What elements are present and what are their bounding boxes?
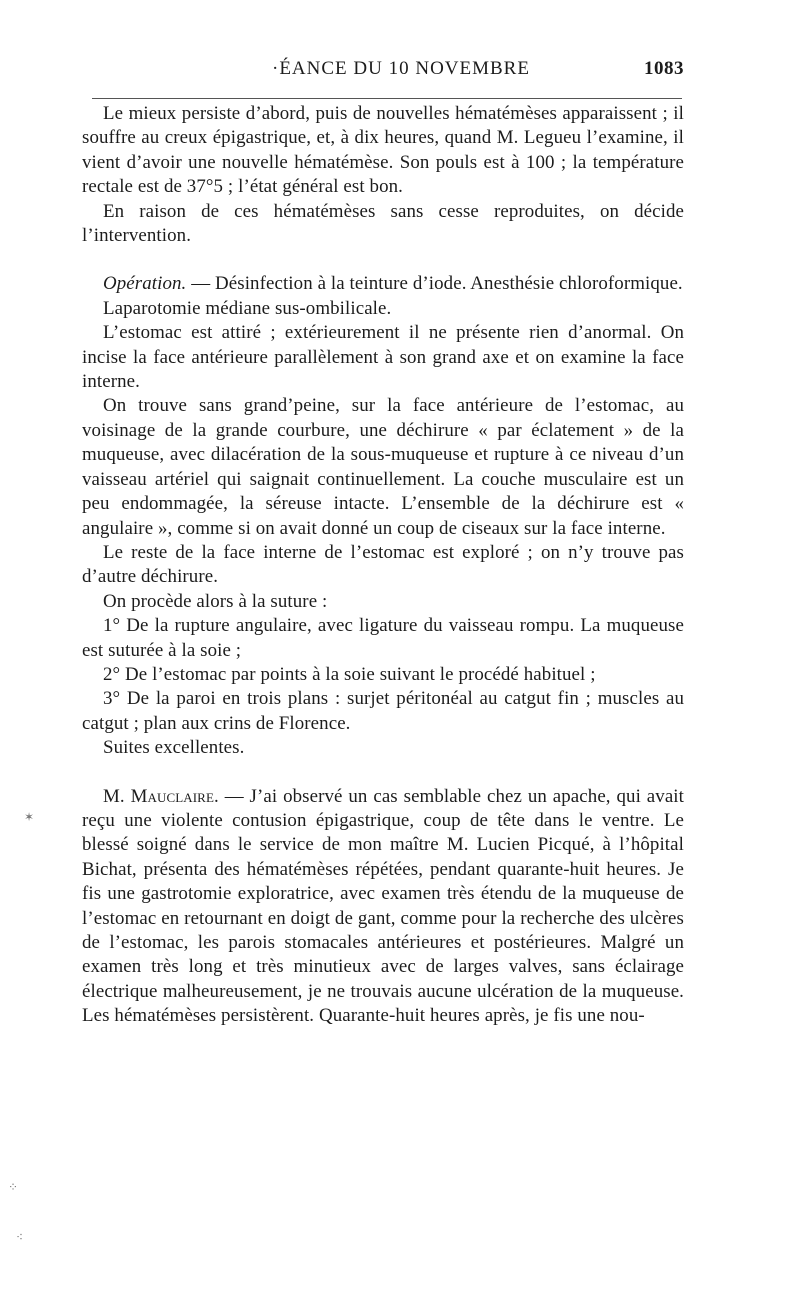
page-header	[82, 58, 684, 88]
page-body	[82, 102, 684, 1029]
header-rule	[92, 98, 682, 99]
paragraph: On trouve sans grand’peine, sur la face antérieure de l’estomac, au voisinage de la grande courbure, une déchirure « par éclatement » de la muqueuse, avec dilacération de la sous-muqueuse et rupture à ce niveau d’un vaisseau artériel qui saignait continuellement. La couche musculaire est un peu endommagée, la séreuse intacte. L’ensemble de la déchirure est « angulaire », comme si on avait donné un coup de ciseaux sur la face interne.	[82, 395, 684, 539]
margin-speck: ✶	[24, 810, 35, 824]
book-page	[82, 58, 684, 1029]
mauclaire-paragraph	[82, 785, 684, 1029]
speaker-name: M. Mauclaire.	[103, 785, 219, 807]
paragraph: Le reste de la face interne de l’estomac est exploré ; on n’y trouve pas d’autre déchirure.	[82, 541, 684, 588]
operation-paragraph	[82, 272, 684, 296]
paragraph: L’estomac est attiré ; extérieurement il ne présente rien d’anormal. On incise la face antérieure parallèlement à son grand axe et on examine la face interne.	[82, 322, 684, 393]
operation-text: — Désinfection à la teinture d’iode. Anesthésie chloroformique.	[186, 273, 683, 295]
margin-speck: ⁘	[8, 1180, 19, 1194]
paragraph: 3° De la paroi en trois plans : surjet péritonéal au catgut fin ; muscles au catgut ; plan aux crins de Florence.	[82, 688, 684, 734]
running-title: ·ÉANCE DU 10 NOVEMBRE	[272, 58, 530, 79]
paragraph: En raison de ces hématémèses sans cesse reproduites, on décide l’intervention.	[82, 200, 684, 247]
operation-label: Opération.	[103, 273, 187, 295]
paragraph: Laparotomie médiane sus-ombilicale.	[103, 297, 392, 319]
page-number: 1083	[644, 58, 684, 79]
paragraph: 1° De la rupture angulaire, avec ligature du vaisseau rompu. La muqueuse est suturée à la soie ;	[82, 615, 684, 661]
margin-speck: ⁖	[16, 1230, 24, 1244]
paragraph: 2° De l’estomac par points à la soie suivant le procédé habituel ;	[103, 663, 596, 685]
paragraph: On procède alors à la suture :	[103, 590, 328, 612]
speaker-text: — J’ai observé un cas semblable chez un apache, qui avait reçu une violente contusion épigastrique, coup de tête dans le ventre. Le blessé soigné dans le service de mon maître M. Lucien Picqué, à l’hôpital Bichat, présenta des hématémèses répétées, pendant quarante-huit heures. Je fis une gastrotomie exploratrice, avec examen très étendu de la muqueuse de l’estomac en retournant en doigt de gant, comme pour la recherche des ulcères de l’estomac, les parois stomacales antérieures et postérieures. Malgré un examen très long et très minutieux avec de larges valves, sans éclairage électrique malheureusement, je ne trouvais aucune ulcération de la muqueuse. Les hématémèses persistèrent. Quarante-huit heures après, je fis une nou-	[82, 785, 684, 1027]
paragraph: Suites excellentes.	[103, 737, 245, 759]
paragraph: Le mieux persiste d’abord, puis de nouvelles hématémèses apparaissent ; il souffre au creux épigastrique, et, à dix heures, quand M. Legueu l’examine, il vient d’avoir une nouvelle hématémèse. Son pouls est à 100 ; la température rectale est de 37°5 ; l’état général est bon.	[82, 103, 684, 198]
